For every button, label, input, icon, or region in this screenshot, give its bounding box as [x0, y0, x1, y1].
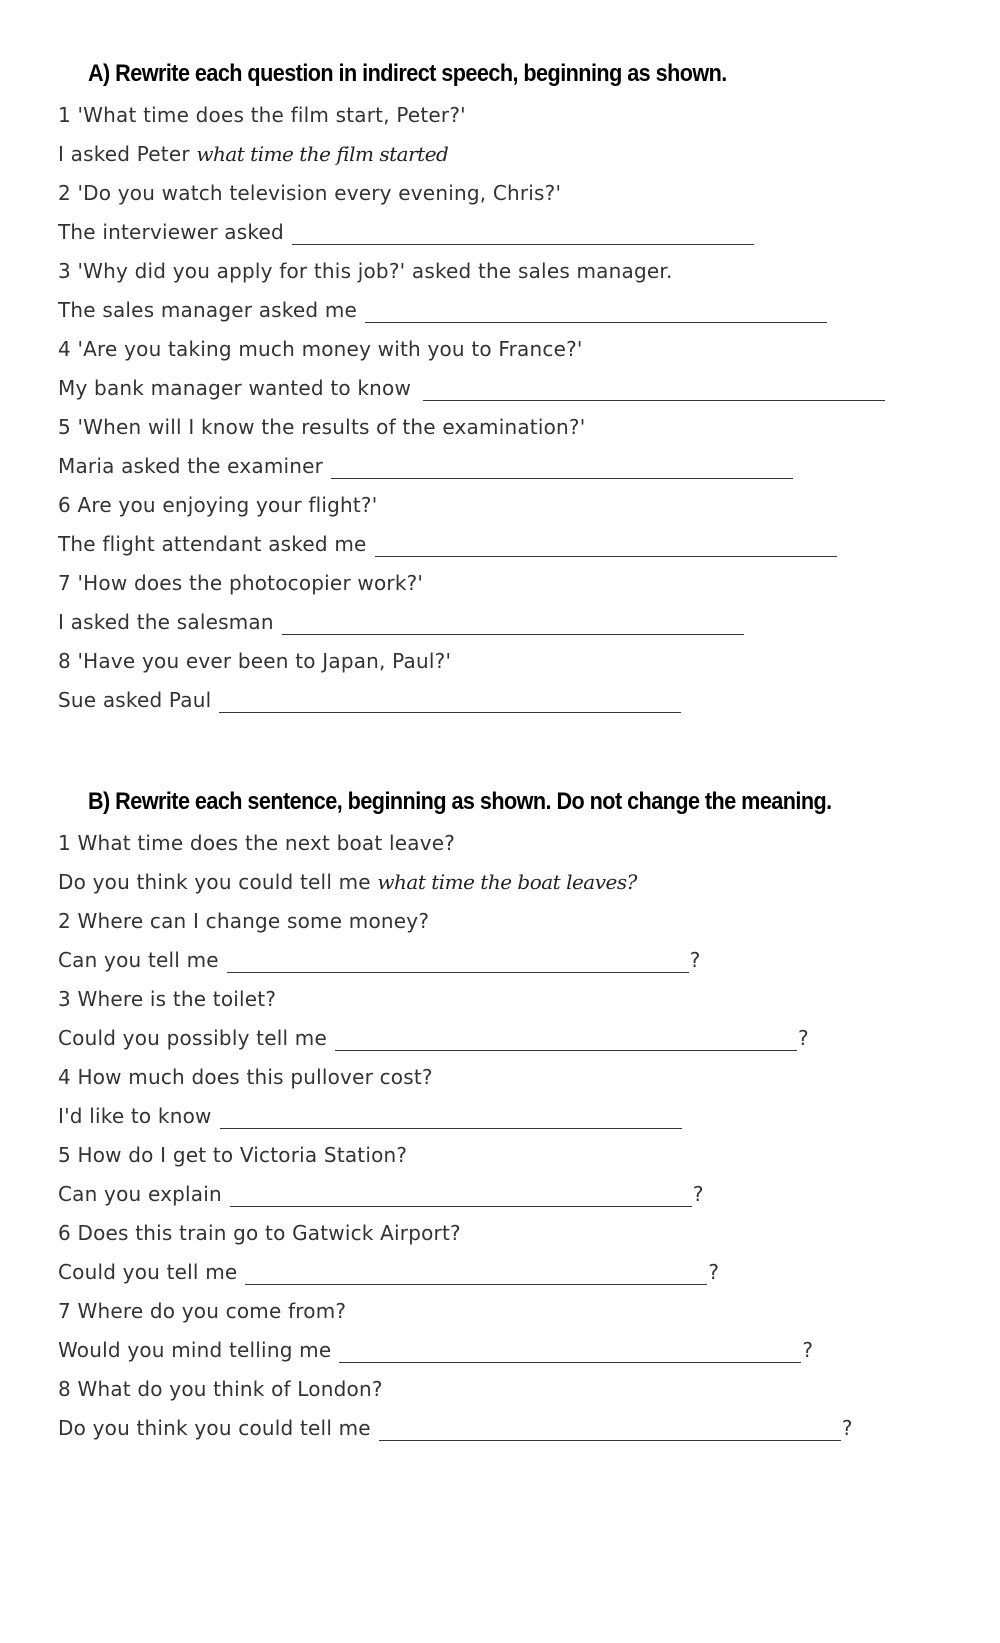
question-text: 2 'Do you watch television every evening, Chris?': [58, 181, 562, 205]
answer-line: [58, 1253, 1000, 1292]
answer-line: [58, 863, 1000, 902]
exercise-a-1: [58, 96, 1000, 174]
answer-blank[interactable]: [335, 1026, 797, 1051]
question-text: 7 Where do you come from?: [58, 1299, 347, 1323]
answer-line: [58, 681, 1000, 720]
section-b-heading: B) Rewrite each sentence, beginning as shown. Do not change the meaning.: [88, 788, 832, 815]
answer-line: [58, 447, 1000, 486]
answer-blank[interactable]: [331, 454, 793, 479]
answer-blank[interactable]: [292, 220, 754, 245]
answer-line: [58, 291, 1000, 330]
question-text: 3 Where is the toilet?: [58, 987, 277, 1011]
question-text: 4 'Are you taking much money with you to France?': [58, 337, 583, 361]
answer-line: [58, 1019, 1000, 1058]
answer-blank[interactable]: [219, 688, 681, 713]
answer-line: [58, 1097, 1000, 1136]
answer-blank[interactable]: [245, 1260, 707, 1285]
answer-prompt: Can you explain: [58, 1182, 222, 1206]
question-text: 1 'What time does the film start, Peter?': [58, 103, 466, 127]
answer-prompt: The sales manager asked me: [58, 298, 358, 322]
answer-blank[interactable]: [339, 1338, 801, 1363]
answer-prompt: Sue asked Paul: [58, 688, 212, 712]
answer-line: [58, 1331, 1000, 1370]
question-text: 3 'Why did you apply for this job?' asked the sales manager.: [58, 259, 673, 283]
answer-line: [58, 369, 1000, 408]
answer-blank[interactable]: [365, 298, 827, 323]
answer-blank[interactable]: [375, 532, 837, 557]
exercise-b-6: [58, 1214, 1000, 1292]
exercise-b-2: [58, 902, 1000, 980]
exercise-a-2: [58, 174, 1000, 252]
exercise-b-3: [58, 980, 1000, 1058]
answer-line: [58, 135, 1000, 174]
exercise-b-7: [58, 1292, 1000, 1370]
answer-blank[interactable]: [282, 610, 744, 635]
answer-prompt: I'd like to know: [58, 1104, 212, 1128]
question-text: 1 What time does the next boat leave?: [58, 831, 456, 855]
question-mark: ?: [802, 1338, 814, 1362]
answer-line: [58, 603, 1000, 642]
answer-prompt: Do you think you could tell me: [58, 870, 371, 894]
answer-line: [58, 941, 1000, 980]
section-b: [0, 780, 1000, 1448]
question-text: 2 Where can I change some money?: [58, 909, 430, 933]
question-mark: ?: [689, 948, 701, 972]
exercise-a-3: [58, 252, 1000, 330]
question-text: 5 'When will I know the results of the examination?': [58, 415, 586, 439]
answer-line: [58, 1175, 1000, 1214]
answer-line: [58, 525, 1000, 564]
question-text: 6 Are you enjoying your flight?': [58, 493, 378, 517]
answer-blank[interactable]: [220, 1104, 682, 1129]
answer-line: [58, 213, 1000, 252]
question-mark: ?: [692, 1182, 704, 1206]
answer-prompt: Could you tell me: [58, 1260, 238, 1284]
question-mark: ?: [797, 1026, 809, 1050]
exercise-a-6: [58, 486, 1000, 564]
question-text: 8 'Have you ever been to Japan, Paul?': [58, 649, 452, 673]
answer-blank[interactable]: [423, 376, 885, 401]
answer-blank[interactable]: [379, 1416, 841, 1441]
question-text: 4 How much does this pullover cost?: [58, 1065, 433, 1089]
question-mark: ?: [841, 1416, 853, 1440]
answer-prompt: My bank manager wanted to know: [58, 376, 412, 400]
exercise-b-5: [58, 1136, 1000, 1214]
question-text: 7 'How does the photocopier work?': [58, 571, 424, 595]
filled-answer[interactable]: what time the boat leaves?: [377, 870, 637, 894]
answer-prompt: Maria asked the examiner: [58, 454, 324, 478]
question-text: 5 How do I get to Victoria Station?: [58, 1143, 408, 1167]
answer-prompt: Would you mind telling me: [58, 1338, 332, 1362]
exercise-b-8: [58, 1370, 1000, 1448]
exercise-a-8: [58, 642, 1000, 720]
answer-blank[interactable]: [227, 948, 689, 973]
section-a: [0, 52, 1000, 720]
answer-prompt: Could you possibly tell me: [58, 1026, 327, 1050]
exercise-b-1: [58, 824, 1000, 902]
exercise-a-4: [58, 330, 1000, 408]
filled-answer[interactable]: what time the film started: [196, 142, 449, 166]
answer-prompt: I asked Peter: [58, 142, 190, 166]
exercise-a-7: [58, 564, 1000, 642]
exercise-b-4: [58, 1058, 1000, 1136]
answer-prompt: Can you tell me: [58, 948, 219, 972]
question-text: 8 What do you think of London?: [58, 1377, 383, 1401]
question-mark: ?: [708, 1260, 720, 1284]
answer-blank[interactable]: [230, 1182, 692, 1207]
answer-line: [58, 1409, 1000, 1448]
answer-prompt: Do you think you could tell me: [58, 1416, 371, 1440]
section-a-heading: A) Rewrite each question in indirect speech, beginning as shown.: [88, 60, 727, 87]
answer-prompt: The flight attendant asked me: [58, 532, 367, 556]
answer-prompt: I asked the salesman: [58, 610, 274, 634]
exercise-a-5: [58, 408, 1000, 486]
answer-prompt: The interviewer asked: [58, 220, 284, 244]
question-text: 6 Does this train go to Gatwick Airport?: [58, 1221, 461, 1245]
